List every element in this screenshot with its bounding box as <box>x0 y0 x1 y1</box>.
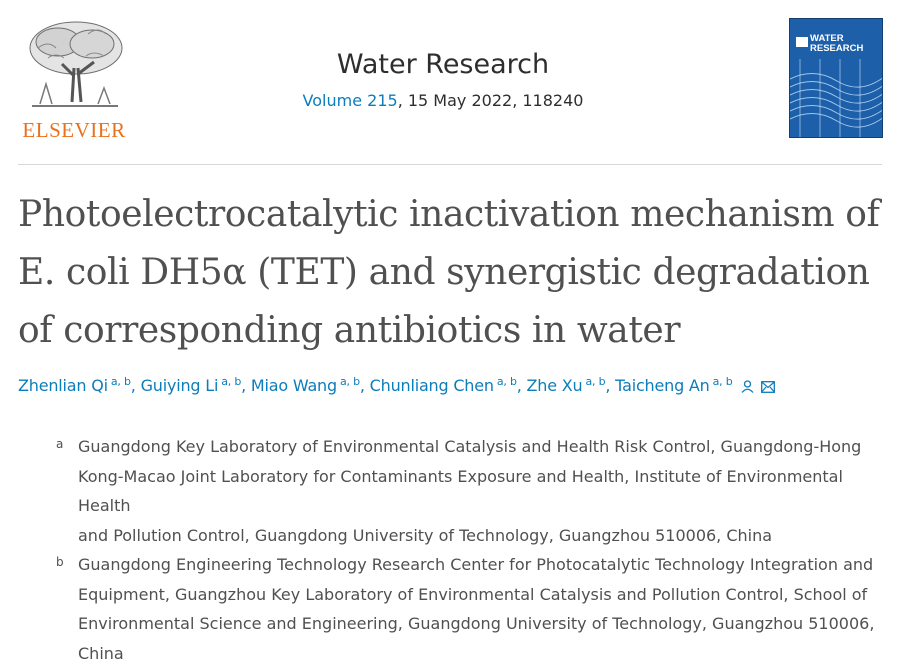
cover-title-line1: WATER <box>810 34 863 44</box>
author-list: Zhenlian Qi $^{a, b}$, Guiying Li $^{a, b}$, Miao Wang $^{a, b}$, Chunliang Chen $^{a, b}$, Zhe Xu $^{a, b}$, Taicheng An $^{a, b}$ <box>18 370 888 398</box>
affiliation-item <box>52 432 888 550</box>
affiliation-list <box>52 432 888 668</box>
affiliation-line: China <box>78 639 888 668</box>
cover-wave-graphic <box>790 59 883 138</box>
volume-link[interactable]: Volume 215 <box>303 91 398 110</box>
affiliation-line: Environmental Science and Engineering, Guangdong University of Technology, Guangzhou 510006, <box>78 609 888 639</box>
affiliation-item <box>52 550 888 668</box>
title-line-1: Photoelectrocatalytic inactivation mechanism of <box>18 194 879 235</box>
author-affiliation-marks: a, b <box>111 375 131 388</box>
journal-title[interactable]: Water Research <box>258 48 628 82</box>
affiliation-line: Guangdong Key Laboratory of Environmental Catalysis and Health Risk Control, Guangdong-Hong <box>78 432 888 462</box>
tree-logo-icon <box>18 18 130 116</box>
affiliation-label: a <box>56 430 63 460</box>
author-affiliation-marks: a, b <box>221 375 241 388</box>
affiliation-line: and Pollution Control, Guangdong University of Technology, Guangzhou 510006, China <box>78 521 888 551</box>
affiliation-label: b <box>56 548 64 578</box>
author-link[interactable]: Miao Wang $^{a, b}$ <box>251 376 360 395</box>
journal-meta <box>258 90 628 112</box>
journal-cover-image[interactable] <box>789 18 883 138</box>
header-divider <box>18 164 882 165</box>
author-affiliation-marks: a, b <box>497 375 517 388</box>
author-link[interactable]: Zhenlian Qi $^{a, b}$ <box>18 376 131 395</box>
publisher-name: ELSEVIER <box>18 118 130 143</box>
envelope-icon[interactable] <box>761 381 775 393</box>
title-line-2: E. coli DH5α (TET) and synergistic degradation <box>18 252 870 293</box>
author-link[interactable]: Chunliang Chen $^{a, b}$ <box>370 376 517 395</box>
affiliation-line: Equipment, Guangzhou Key Laboratory of Environmental Catalysis and Pollution Control, School of <box>78 580 888 610</box>
author-link[interactable]: Zhe Xu $^{a, b}$ <box>527 376 606 395</box>
affiliation-line: Guangdong Engineering Technology Research Center for Photocatalytic Technology Integration and <box>78 550 888 580</box>
title-line-3: of corresponding antibiotics in water <box>18 310 680 351</box>
cover-logo-mark <box>796 37 808 47</box>
issue-info: , 15 May 2022, 118240 <box>398 91 584 110</box>
article-header <box>0 0 898 165</box>
author-affiliation-marks: a, b <box>585 375 605 388</box>
person-icon[interactable] <box>741 380 754 393</box>
author-affiliation-marks: a, b <box>340 375 360 388</box>
author-link[interactable]: Taicheng An $^{a, b}$ <box>615 376 732 395</box>
author-link[interactable]: Guiying Li $^{a, b}$ <box>141 376 242 395</box>
cover-title <box>810 34 863 54</box>
author-affiliation-marks: a, b <box>713 375 733 388</box>
article-title <box>18 186 888 360</box>
cover-title-line2: RESEARCH <box>810 44 863 54</box>
publisher-logo[interactable] <box>18 18 130 140</box>
affiliation-line: Kong-Macao Joint Laboratory for Contaminants Exposure and Health, Institute of Environmental Health <box>78 462 888 521</box>
journal-info <box>258 48 628 112</box>
